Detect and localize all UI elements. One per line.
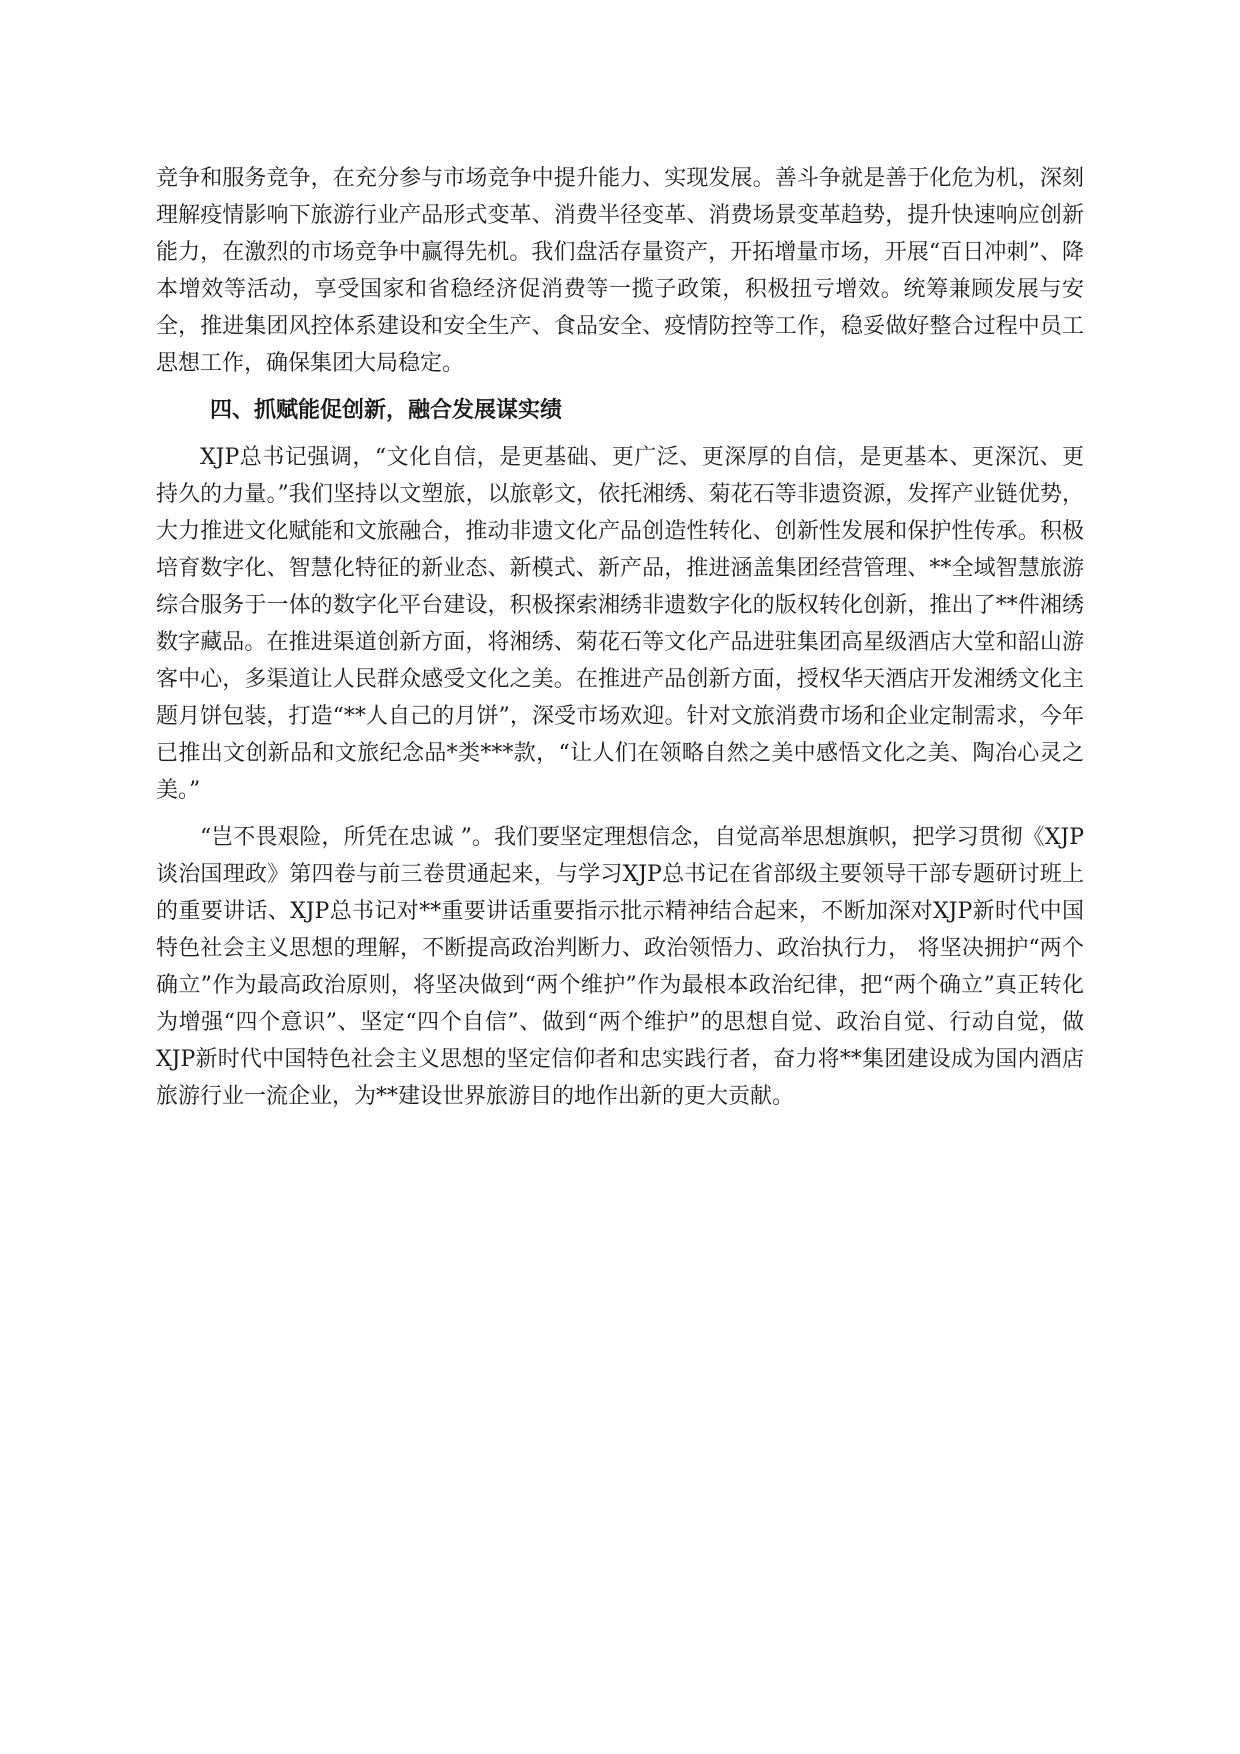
paragraph-loyalty: “岂不畏艰险，所凭在忠诚 ”。我们要坚定理想信念，自觉高举思想旗帜，把学习贯彻《XJP谈治国理政》第四卷与前三卷贯通起来，与学习XJP总书记在省部级主要领导干部专题研讨班上的重要讲话、XJP总书记对**重要讲话重要指示批示精神结合起来，不断加深对XJP新时代中国特色社会主义思想的理解，不断提高政治判断力、政治领悟力、政治执行力， 将坚决拥护“两个确立”作为最高政治原则，将坚决做到“两个维护”作为最根本政治纪律，把“两个确立”真正转化为增强“四个意识”、坚定“四个自信”、做到“两个维护”的思想自觉、政治自觉、行动自觉，做XJP新时代中国特色社会主义思想的坚定信仰者和忠实践行者，奋力将**集团建设成为国内酒店旅游行业一流企业，为**建设世界旅游目的地作出新的更大贡献。	[156, 825, 1084, 1109]
paragraph-cultural-confidence: XJP总书记强调，“文化自信，是更基础、更广泛、更深厚的自信，是更基本、更深沉、更持久的力量。”我们坚持以文塑旅，以旅彰文，依托湘绣、菊花石等非遗资源，发挥产业链优势，大力推进文化赋能和文旅融合，推动非遗文化产品创造性转化、创新性发展和保护性传承。积极培育数字化、智慧化特征的新业态、新模式、新产品，推进涵盖集团经营管理、**全域智慧旅游综合服务于一体的数字化平台建设，积极探索湘绣非遗数字化的版权转化创新，推出了**件湘绣数字藏品。在推进渠道创新方面，将湘绣、菊花石等文化产品进驻集团高星级酒店大堂和韶山游客中心，多渠道让人民群众感受文化之美。在推进产品创新方面，授权华天酒店开发湘绣文化主题月饼包装，打造“**人自己的月饼”，深受市场欢迎。针对文旅消费市场和企业定制需求，今年已推出文创新品和文旅纪念品*类***款，“让人们在领略自然之美中感悟文化之美、陶冶心灵之美。”	[156, 445, 1084, 803]
paragraph-continuation: 竞争和服务竞争，在充分参与市场竞争中提升能力、实现发展。善斗争就是善于化危为机，深刻理解疫情影响下旅游行业产品形式变革、消费半径变革、消费场景变革趋势，提升快速响应创新能力，在激烈的市场竞争中赢得先机。我们盘活存量资产，开拓增量市场，开展“百日冲刺”、降本增效等活动，享受国家和省稳经济促消费等一揽子政策，积极扭亏增效。统筹兼顾发展与安全，推进集团风控体系建设和安全生产、食品安全、疫情防控等工作，稳妥做好整合过程中员工思想工作，确保集团大局稳定。	[156, 166, 1084, 376]
section-heading-four: 四、抓赋能促创新，融合发展谋实绩	[210, 397, 563, 423]
document-body	[156, 160, 1084, 1115]
